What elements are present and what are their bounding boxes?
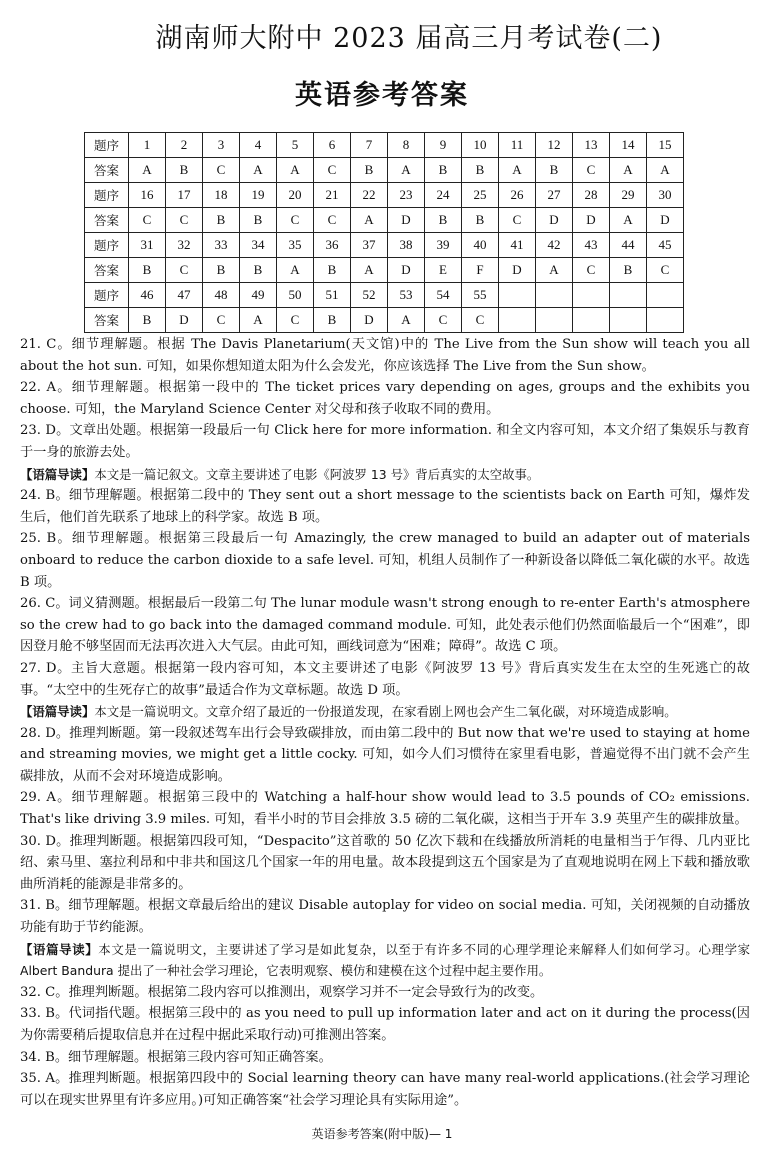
table-cell: C [166, 208, 203, 233]
table-cell: 41 [499, 233, 536, 258]
paragraph-text: 35. A。推理判断题。根据第四段中的 Social learning theory can have many real-world applications.(社会学习理论可以在现实世界里有许多应用。)可知正确答案“社会学习理论具有实际用途”。 [20, 1071, 750, 1108]
answer-explanation [20, 723, 750, 788]
table-row [85, 208, 684, 233]
table-cell: 52 [351, 283, 388, 308]
table-cell: B [129, 258, 166, 283]
table-cell: A [536, 258, 573, 283]
guide-tag: 【语篇导读】 [20, 941, 99, 957]
table-cell: A [351, 208, 388, 233]
paragraph-text: 26. C。词义猜测题。根据最后一段第二句 The lunar module wasn't strong enough to re-enter Earth's atmosphere so the crew had to go back into the damaged command module. 可知，此处表示他们仍然面临最后一个“困难”，即因登月舱不够坚固而无法再次进入大气层。由此可知，画线词意为“困难；障碍”。故选 C 项。 [20, 596, 750, 655]
table-cell: 21 [314, 183, 351, 208]
table-cell: C [277, 208, 314, 233]
table-row [85, 233, 684, 258]
table-cell: 11 [499, 133, 536, 158]
paragraph-text: 28. D。推理判断题。第一段叙述驾车出行会导致碳排放，而由第二段中的 But now that we're used to staying at home and streaming movies, we might get a little cocky. 可知，如今人们习惯待在家里看电影，普遍觉得不出门就不会产生碳排放，从而不会对环境造成影响。 [20, 725, 750, 784]
table-cell: A [610, 208, 647, 233]
table-cell: A [240, 158, 277, 183]
table-cell: C [166, 258, 203, 283]
table-cell: 25 [462, 183, 499, 208]
table-cell: A [388, 308, 425, 333]
table-cell [610, 308, 647, 333]
table-cell [610, 283, 647, 308]
answer-explanation [20, 895, 750, 938]
table-cell: D [647, 208, 684, 233]
answer-explanation [20, 658, 750, 701]
table-cell: D [388, 258, 425, 283]
passage-guide [20, 464, 750, 486]
table-cell: B [240, 208, 277, 233]
answer-explanation [20, 1003, 750, 1046]
table-cell: A [647, 158, 684, 183]
answer-explanation [20, 485, 750, 528]
table-cell: A [499, 158, 536, 183]
table-cell: 53 [388, 283, 425, 308]
table-cell: 42 [536, 233, 573, 258]
table-cell: 37 [351, 233, 388, 258]
table-cell: 22 [351, 183, 388, 208]
paragraph-text: 33. B。代词指代题。根据第三段中的 as you need to pull up information later and act on it during the process(因为你需要稍后提取信息并在过程中据此采取行动)可推测出答案。 [20, 1006, 750, 1043]
table-cell: B [240, 258, 277, 283]
table-cell: 46 [129, 283, 166, 308]
table-cell: C [462, 308, 499, 333]
paragraph-text: 21. C。细节理解题。根据 The Davis Planetarium(天文馆)中的 The Live from the Sun show will teach you all about the hot sun. 可知，如果你想知道太阳为什么会发光，你应该选择 The Live from the Sun show。 [20, 337, 750, 374]
row-label: 答案 [85, 208, 129, 233]
table-row [85, 183, 684, 208]
table-cell: 16 [129, 183, 166, 208]
table-row [85, 158, 684, 183]
paragraph-text: 31. B。细节理解题。根据文章最后给出的建议 Disable autoplay for video on social media. 可知，关闭视频的自动播放功能有助于节约能源。 [20, 898, 750, 936]
table-cell: B [129, 308, 166, 333]
table-cell: D [388, 208, 425, 233]
answer-key-table [84, 132, 684, 333]
paragraph-text: 27. D。主旨大意题。根据第一段内容可知，本文主要讲述了电影《阿波罗 13 号》背后真实发生在太空的生死逃亡的故事。“太空中的生死存亡的故事”最适合作为文章标题。故选 D 项。 [20, 660, 750, 698]
table-cell: 45 [647, 233, 684, 258]
paragraph-text: 本文是一篇说明文。文章介绍了最近的一份报道发现，在家看剧上网也会产生二氧化碳，对环境造成影响。 [94, 704, 677, 720]
row-label: 题序 [85, 233, 129, 258]
table-cell: 8 [388, 133, 425, 158]
table-cell: 50 [277, 283, 314, 308]
table-cell: B [351, 158, 388, 183]
table-cell: 18 [203, 183, 240, 208]
table-cell: C [129, 208, 166, 233]
table-row [85, 283, 684, 308]
table-cell: B [425, 208, 462, 233]
table-cell: B [166, 158, 203, 183]
table-cell: C [499, 208, 536, 233]
table-cell: B [536, 158, 573, 183]
table-cell: C [203, 158, 240, 183]
table-cell: 6 [314, 133, 351, 158]
table-cell: 27 [536, 183, 573, 208]
table-cell: A [129, 158, 166, 183]
answer-explanation [20, 334, 750, 377]
table-cell: 40 [462, 233, 499, 258]
guide-tag: 【语篇导读】 [20, 704, 95, 720]
table-cell: 43 [573, 233, 610, 258]
answer-explanation [20, 1068, 750, 1111]
row-label: 答案 [85, 158, 129, 183]
paragraph-text: 30. D。推理判断题。根据第四段可知，“Despacito”这首歌的 50 亿次下载和在线播放所消耗的电量相当于乍得、几内亚比绍、索马里、塞拉利昂和中非共和国这几个国家一年的用电量。故本段提到这五个国家是为了直观地说明在网上下载和播放歌曲所消耗的能源是非常多的。 [20, 833, 750, 892]
table-cell: C [647, 258, 684, 283]
answer-explanation [20, 593, 750, 658]
paragraph-text: 34. B。细节理解题。根据第三段内容可知正确答案。 [20, 1049, 332, 1065]
table-cell: 5 [277, 133, 314, 158]
table-cell: 10 [462, 133, 499, 158]
table-cell: B [203, 208, 240, 233]
table-cell: 24 [425, 183, 462, 208]
table-cell: B [425, 158, 462, 183]
table-cell: E [425, 258, 462, 283]
table-cell: D [166, 308, 203, 333]
answer-explanation [20, 982, 750, 1004]
table-cell: 32 [166, 233, 203, 258]
table-cell: 28 [573, 183, 610, 208]
table-cell: B [462, 158, 499, 183]
table-cell: 55 [462, 283, 499, 308]
paragraph-text: 本文是一篇说明文，主要讲述了学习是如此复杂，以至于有许多不同的心理学理论来解释人们如何学习。心理学家 Albert Bandura 提出了一种社会学习理论，它表明观察、模仿和建模在这个过程中起主要作用。 [20, 941, 751, 979]
table-cell: A [388, 158, 425, 183]
answer-explanation [20, 1047, 750, 1069]
document-title: 英语参考答案 [295, 80, 469, 111]
paragraph-text: 29. A。细节理解题。根据第三段中的 Watching a half-hour show would lead to 3.5 pounds of CO₂ emissions. That's like driving 3.9 miles. 可知，看半小时的节目会排放 3.5 磅的二氧化碳，这相当于开车 3.9 英里产生的碳排放量。 [20, 790, 750, 828]
table-cell: 49 [240, 283, 277, 308]
table-cell: 15 [647, 133, 684, 158]
table-cell [536, 283, 573, 308]
table-cell: 47 [166, 283, 203, 308]
table-cell: 14 [610, 133, 647, 158]
table-cell: B [203, 258, 240, 283]
table-cell: C [314, 208, 351, 233]
answer-explanation [20, 420, 750, 463]
table-cell [647, 308, 684, 333]
table-cell [647, 283, 684, 308]
paragraph-text: 32. C。推理判断题。根据第二段内容可以推测出，观察学习并不一定会导致行为的改变。 [20, 984, 544, 1000]
table-cell: 44 [610, 233, 647, 258]
paragraph-text: 24. B。细节理解题。根据第二段中的 They sent out a short message to the scientists back on Earth 可知，爆炸发生后，他们首先联系了地球上的科学家。故选 B 项。 [20, 488, 750, 525]
passage-guide [20, 701, 750, 723]
table-cell: D [536, 208, 573, 233]
guide-tag: 【语篇导读】 [20, 466, 95, 482]
table-cell [573, 283, 610, 308]
table-cell: 34 [240, 233, 277, 258]
table-cell: 23 [388, 183, 425, 208]
table-cell: B [610, 258, 647, 283]
table-row [85, 133, 684, 158]
table-cell: D [573, 208, 610, 233]
table-cell: 39 [425, 233, 462, 258]
table-cell [499, 308, 536, 333]
table-cell: B [314, 258, 351, 283]
row-label: 题序 [85, 183, 129, 208]
table-cell [536, 308, 573, 333]
table-row [85, 258, 684, 283]
table-cell [573, 308, 610, 333]
answer-explanation [20, 787, 750, 830]
table-cell: 2 [166, 133, 203, 158]
table-cell: D [499, 258, 536, 283]
table-cell: 20 [277, 183, 314, 208]
table-cell: 51 [314, 283, 351, 308]
table-cell: 48 [203, 283, 240, 308]
table-cell: 33 [203, 233, 240, 258]
answer-explanation [20, 528, 750, 593]
passage-guide [20, 939, 750, 982]
school-exam-title: 湖南师大附中 2023 届高三月考试卷(二) [155, 23, 663, 54]
table-cell: A [277, 258, 314, 283]
table-cell: D [351, 308, 388, 333]
table-cell: 3 [203, 133, 240, 158]
table-cell: 38 [388, 233, 425, 258]
table-cell: F [462, 258, 499, 283]
explanations-body [20, 334, 750, 1111]
table-cell [499, 283, 536, 308]
table-cell: A [610, 158, 647, 183]
table-cell: 30 [647, 183, 684, 208]
table-cell: 31 [129, 233, 166, 258]
table-cell: 26 [499, 183, 536, 208]
table-cell: 7 [351, 133, 388, 158]
row-label: 答案 [85, 308, 129, 333]
table-cell: C [573, 258, 610, 283]
table-cell: 29 [610, 183, 647, 208]
table-cell: C [314, 158, 351, 183]
table-cell: 4 [240, 133, 277, 158]
table-cell: B [462, 208, 499, 233]
table-cell: C [573, 158, 610, 183]
table-cell: C [425, 308, 462, 333]
table-cell: 36 [314, 233, 351, 258]
table-cell: 54 [425, 283, 462, 308]
table-cell: A [277, 158, 314, 183]
page-footer: 英语参考答案(附中版)— 1 [311, 1127, 453, 1141]
table-cell: A [351, 258, 388, 283]
paragraph-text: 23. D。文章出处题。根据第一段最后一句 Click here for more information. 和全文内容可知，本文介绍了集娱乐与教育于一身的旅游去处。 [20, 423, 750, 460]
paragraph-text: 本文是一篇记叙文。文章主要讲述了电影《阿波罗 13 号》背后真实的太空故事。 [94, 466, 540, 482]
answer-explanation [20, 831, 750, 896]
paragraph-text: 25. B。细节理解题。根据第三段最后一句 Amazingly, the crew managed to build an adapter out of materials onboard to reduce the carbon dioxide to a safe level. 可知，机组人员制作了一种新设备以降低二氧化碳的水平。故选 B 项。 [20, 531, 750, 590]
answer-explanation [20, 377, 750, 420]
table-cell: 35 [277, 233, 314, 258]
paragraph-text: 22. A。细节理解题。根据第一段中的 The ticket prices vary depending on ages, groups and the exhibits you choose. 可知，the Maryland Science Center 对父母和孩子收取不同的费用。 [20, 380, 750, 417]
table-cell: 12 [536, 133, 573, 158]
row-label: 答案 [85, 258, 129, 283]
table-cell: 1 [129, 133, 166, 158]
table-cell: 9 [425, 133, 462, 158]
table-cell: 13 [573, 133, 610, 158]
table-cell: 19 [240, 183, 277, 208]
table-cell: C [203, 308, 240, 333]
table-row [85, 308, 684, 333]
row-label: 题序 [85, 283, 129, 308]
table-cell: B [314, 308, 351, 333]
row-label: 题序 [85, 133, 129, 158]
table-cell: A [240, 308, 277, 333]
table-cell: C [277, 308, 314, 333]
table-cell: 17 [166, 183, 203, 208]
